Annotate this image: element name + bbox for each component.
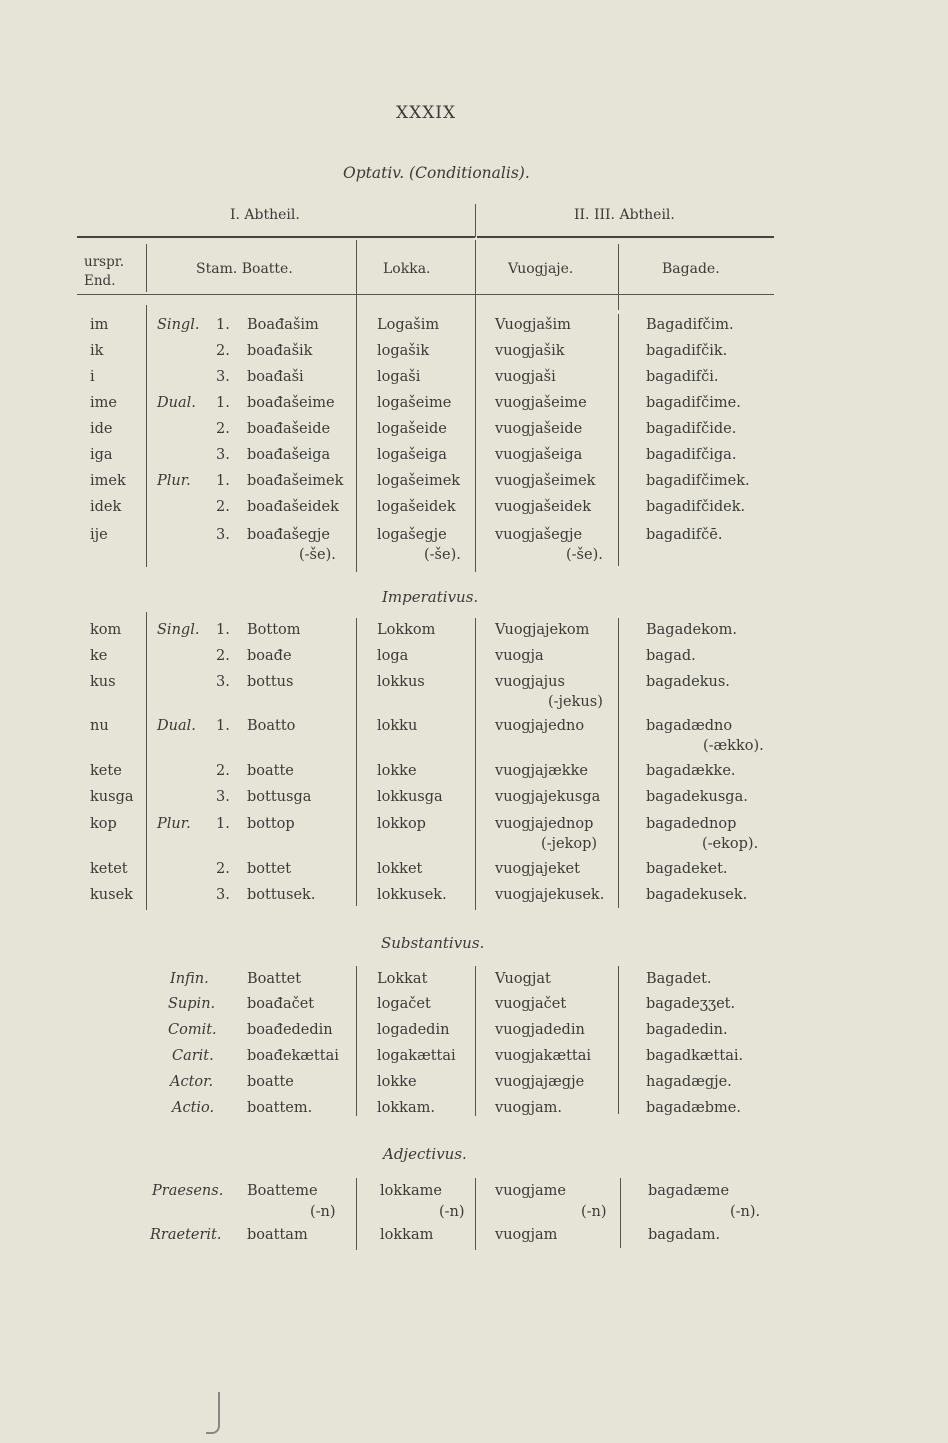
optativ-bagade: bagadifčidek. <box>646 499 746 515</box>
imperativus-heading: Imperativus. <box>382 588 479 606</box>
optativ-person: 1. <box>216 317 230 333</box>
imperativ-person: 2. <box>216 648 230 664</box>
col-header-bagade: Bagade. <box>662 261 720 277</box>
divider-vuog-substantiv <box>475 966 476 1116</box>
imperativ-person: 1. <box>216 718 230 734</box>
substantiv-vuog: vuogjajægje <box>495 1074 585 1090</box>
optativ-person: 3. <box>216 447 230 463</box>
optativ-end: ide <box>90 421 113 437</box>
substantiv-boatte: boattem. <box>247 1100 313 1116</box>
imperativ-vuog: vuogjajekusek. <box>495 887 605 903</box>
imperativ-vuog: vuogjajednop <box>495 816 594 832</box>
optativ-alt-vuog: (-še). <box>566 547 603 563</box>
imperativ-lokka: lokket <box>377 861 423 877</box>
substantiv-lokka: logakættai <box>377 1048 456 1064</box>
optativ-person: 2. <box>216 421 230 437</box>
optativ-lokka: logašeime <box>377 395 452 411</box>
imperativ-end: kusga <box>90 789 134 805</box>
optativ-vuog: vuogjašegje <box>495 527 583 543</box>
optativ-end: iga <box>90 447 113 463</box>
optativ-lokka: logašeidek <box>377 499 456 515</box>
optativ-boatte: boađaši <box>247 369 304 385</box>
imperativ-person: 3. <box>216 789 230 805</box>
divider-lokka-optativ <box>356 314 357 572</box>
imperativ-person: 1. <box>216 816 230 832</box>
imperativ-person: 2. <box>216 861 230 877</box>
imperativ-vuog: vuogjajedno <box>495 718 585 734</box>
col-header-end-2: End. <box>84 273 116 289</box>
optativ-end: ije <box>90 527 108 543</box>
imperativ-person: 2. <box>216 763 230 779</box>
optativ-person: 2. <box>216 343 230 359</box>
substantiv-lokka: lokke <box>377 1074 417 1090</box>
substantiv-boatte: boađačet <box>247 996 315 1012</box>
adjectiv-bagade: bagadam. <box>648 1227 721 1243</box>
imperativ-boatte: bottop <box>247 816 295 832</box>
imperativ-end: kus <box>90 674 116 690</box>
header-rule-top <box>77 236 475 238</box>
optativ-person: 3. <box>216 527 230 543</box>
optativ-boatte: boađašeime <box>247 395 335 411</box>
imperativ-number: Dual. <box>157 718 196 734</box>
imperativ-bagade: bagadekusek. <box>646 887 748 903</box>
divider-vuog-imperativ <box>475 618 476 910</box>
optativ-lokka: logašegje <box>377 527 447 543</box>
divider-end-imperativ <box>146 612 147 910</box>
optativ-boatte: boađašegje <box>247 527 330 543</box>
imperativ-end: kusek <box>90 887 133 903</box>
optativ-bagade: Bagadifčim. <box>646 317 734 333</box>
substantiv-lokka: logačet <box>377 996 431 1012</box>
adjectiv-boatte: Boatteme <box>247 1183 318 1199</box>
imperativ-bagade: bagad. <box>646 648 696 664</box>
substantiv-vuog: vuogjam. <box>495 1100 563 1116</box>
imperativ-lokka: lokkusga <box>377 789 443 805</box>
adjectiv-label: Praesens. <box>152 1183 224 1199</box>
optativ-lokka: logašeimek <box>377 473 461 489</box>
adjectiv-lokka: lokkame <box>380 1183 442 1199</box>
divider-lokka-adjectiv <box>356 1178 357 1250</box>
optativ-bagade: bagadifčide. <box>646 421 737 437</box>
optativ-bagade: bagadifčiga. <box>646 447 737 463</box>
substantiv-bagade: hagadægje. <box>646 1074 732 1090</box>
substantiv-boatte: boatte <box>247 1074 294 1090</box>
substantiv-bagade: Bagadet. <box>646 971 712 987</box>
optativ-boatte: boađašik <box>247 343 313 359</box>
imperativ-bagade: bagadædno <box>646 718 733 734</box>
abtheil-1-header: I. Abtheil. <box>230 207 300 223</box>
substantiv-vuog: Vuogjat <box>495 971 551 987</box>
imperativ-lokka: lokku <box>377 718 418 734</box>
imperativ-alt-vuog-kus: (-jekus) <box>548 694 603 710</box>
substantiv-boatte: boađekættai <box>247 1048 339 1064</box>
substantiv-bagade: bagadæbme. <box>646 1100 741 1116</box>
substantiv-label: Carit. <box>172 1048 214 1064</box>
optativ-person: 3. <box>216 369 230 385</box>
substantiv-vuog: vuogjakættai <box>495 1048 592 1064</box>
substantiv-label: Comit. <box>168 1022 217 1038</box>
substantiv-bagade: bagadedin. <box>646 1022 728 1038</box>
divider-lokka-imperativ <box>356 618 357 906</box>
imperativ-vuog: vuogjajekusga <box>495 789 601 805</box>
optativ-bagade: bagadifči. <box>646 369 719 385</box>
imperativ-lokka: lokke <box>377 763 417 779</box>
adjectiv-boatte: boattam <box>247 1227 308 1243</box>
optativ-number: Dual. <box>157 395 196 411</box>
imperativ-alt-vuog-kop: (-jekop) <box>541 836 598 852</box>
divider-bagade-optativ <box>618 314 619 566</box>
optativ-vuog: vuogjašeime <box>495 395 587 411</box>
imperativ-lokka: Lokkom <box>377 622 436 638</box>
divider-vuog-optativ <box>475 314 476 572</box>
optativ-person: 2. <box>216 499 230 515</box>
imperativ-end: kop <box>90 816 117 832</box>
imperativ-end: ketet <box>90 861 128 877</box>
divider-lokka-substantiv <box>356 966 357 1116</box>
imperativ-boatte: bottus <box>247 674 294 690</box>
imperativ-end: kete <box>90 763 122 779</box>
divider-end-header <box>146 244 147 292</box>
imperativ-end: ke <box>90 648 108 664</box>
optativ-boatte: boađašeiga <box>247 447 331 463</box>
optativ-bagade: bagadifčimek. <box>646 473 750 489</box>
optativ-boatte: Boađašim <box>247 317 319 333</box>
imperativ-bagade: bagadednop <box>646 816 737 832</box>
optativ-boatte: boađašeidek <box>247 499 339 515</box>
adjectiv-bagade: bagadæme <box>648 1183 730 1199</box>
adjectiv-vuog: vuogjame <box>495 1183 567 1199</box>
imperativ-vuog: vuogja <box>495 648 544 664</box>
divider-vuog-adjectiv <box>475 1178 476 1250</box>
divider-abtheil <box>475 204 476 237</box>
imperativ-vuog: vuogjajække <box>495 763 588 779</box>
imperativ-boatte: bottusga <box>247 789 312 805</box>
optativ-lokka: Logašim <box>377 317 440 333</box>
adjectiv-label: Rraeterit. <box>150 1227 222 1243</box>
divider-bagade-substantiv <box>618 966 619 1114</box>
optativ-lokka: logaši <box>377 369 421 385</box>
imperativ-lokka: lokkop <box>377 816 426 832</box>
adjectivus-heading: Adjectivus. <box>383 1145 467 1163</box>
substantiv-boatte: Boattet <box>247 971 302 987</box>
col-header-stam: Stam. Boatte. <box>196 261 293 277</box>
adjectiv-vuog: vuogjam <box>495 1227 558 1243</box>
optativ-boatte: boađašeimek <box>247 473 344 489</box>
optativ-lokka: logašeiga <box>377 447 447 463</box>
optativ-person: 1. <box>216 473 230 489</box>
optativ-vuog: vuogjašeide <box>495 421 583 437</box>
substantiv-label: Actio. <box>172 1100 215 1116</box>
optativ-bagade: bagadifčē. <box>646 527 723 543</box>
optativ-boatte: boađašeide <box>247 421 331 437</box>
optativ-end: im <box>90 317 109 333</box>
imperativ-boatte: bottet <box>247 861 292 877</box>
substantiv-lokka: Lokkat <box>377 971 428 987</box>
divider-bagade-adjectiv <box>620 1178 621 1248</box>
imperativ-boatte: Bottom <box>247 622 301 638</box>
imperativ-vuog: Vuogjajekom <box>495 622 590 638</box>
imperativ-number: Singl. <box>157 622 200 638</box>
imperativ-lokka: lokkus <box>377 674 425 690</box>
imperativ-bagade: bagadekusga. <box>646 789 748 805</box>
imperativ-vuog: vuogjajeket <box>495 861 580 877</box>
imperativ-person: 1. <box>216 622 230 638</box>
optativ-vuog: vuogjašik <box>495 343 565 359</box>
col-header-vuogjaje: Vuogjaje. <box>508 261 574 277</box>
col-header-end-1: urspr. <box>84 254 124 270</box>
imperativ-bagade: bagadække. <box>646 763 736 779</box>
divider-bagade-header <box>618 244 619 310</box>
imperativ-boatte: bottusek. <box>247 887 316 903</box>
imperativ-alt-bagade-kop: (-ekop). <box>702 836 759 852</box>
imperativ-lokka: lokkusek. <box>377 887 447 903</box>
header-rule-top-right <box>477 236 774 238</box>
imperativ-boatte: boatte <box>247 763 294 779</box>
adjectiv-alt-boatte: (-n) <box>310 1204 336 1220</box>
imperativ-person: 3. <box>216 887 230 903</box>
optativ-alt-boatte: (-še). <box>299 547 336 563</box>
page-title: Optativ. (Conditionalis). <box>343 164 530 182</box>
imperativ-boatte: Boatto <box>247 718 296 734</box>
divider-vuog-header <box>475 240 476 314</box>
imperativ-number: Plur. <box>157 816 191 832</box>
optativ-vuog: vuogjašeidek <box>495 499 591 515</box>
adjectiv-lokka: lokkam <box>380 1227 434 1243</box>
substantiv-label: Actor. <box>170 1074 214 1090</box>
imperativ-lokka: loga <box>377 648 409 664</box>
optativ-person: 1. <box>216 395 230 411</box>
imperativ-alt-bagade-nu: (-ækko). <box>703 738 764 754</box>
imperativ-vuog: vuogjajus <box>495 674 565 690</box>
page-number: XXXIX <box>396 103 457 123</box>
optativ-end: imek <box>90 473 126 489</box>
imperativ-end: nu <box>90 718 109 734</box>
substantiv-label: Supin. <box>168 996 216 1012</box>
page-fold-mark <box>206 1392 220 1434</box>
substantiv-bagade: bagadkættai. <box>646 1048 744 1064</box>
optativ-number: Plur. <box>157 473 191 489</box>
optativ-bagade: bagadifčik. <box>646 343 728 359</box>
adjectiv-alt-vuog: (-n) <box>581 1204 607 1220</box>
header-rule-bottom <box>77 294 774 295</box>
substantiv-vuog: vuogjadedin <box>495 1022 585 1038</box>
abtheil-2-header: II. III. Abtheil. <box>574 207 675 223</box>
substantiv-vuog: vuogjačet <box>495 996 567 1012</box>
optativ-vuog: Vuogjašim <box>495 317 571 333</box>
optativ-lokka: logašik <box>377 343 430 359</box>
divider-lokka-header <box>356 240 357 314</box>
optativ-end: ik <box>90 343 104 359</box>
optativ-vuog: vuogjašeiga <box>495 447 583 463</box>
optativ-bagade: bagadifčime. <box>646 395 741 411</box>
optativ-end: idek <box>90 499 122 515</box>
substantivus-heading: Substantivus. <box>381 934 485 952</box>
adjectiv-alt-bagade: (-n). <box>730 1204 761 1220</box>
divider-end-optativ <box>146 305 147 567</box>
substantiv-boatte: boađededin <box>247 1022 333 1038</box>
optativ-vuog: vuogjašeimek <box>495 473 596 489</box>
adjectiv-alt-lokka: (-n) <box>439 1204 465 1220</box>
optativ-end: i <box>90 369 95 385</box>
optativ-number: Singl. <box>157 317 200 333</box>
substantiv-label: Infin. <box>170 971 209 987</box>
substantiv-lokka: logadedin <box>377 1022 450 1038</box>
col-header-lokka: Lokka. <box>383 261 431 277</box>
imperativ-end: kom <box>90 622 122 638</box>
imperativ-person: 3. <box>216 674 230 690</box>
optativ-alt-lokka: (-še). <box>424 547 461 563</box>
optativ-end: ime <box>90 395 117 411</box>
substantiv-bagade: bagadeʒʒet. <box>646 996 736 1012</box>
imperativ-bagade: bagadeket. <box>646 861 728 877</box>
imperativ-bagade: Bagadekom. <box>646 622 737 638</box>
imperativ-bagade: bagadekus. <box>646 674 730 690</box>
substantiv-lokka: lokkam. <box>377 1100 435 1116</box>
divider-bagade-imperativ <box>618 618 619 908</box>
optativ-lokka: logašeide <box>377 421 447 437</box>
imperativ-boatte: boađe <box>247 648 292 664</box>
optativ-vuog: vuogjaši <box>495 369 556 385</box>
